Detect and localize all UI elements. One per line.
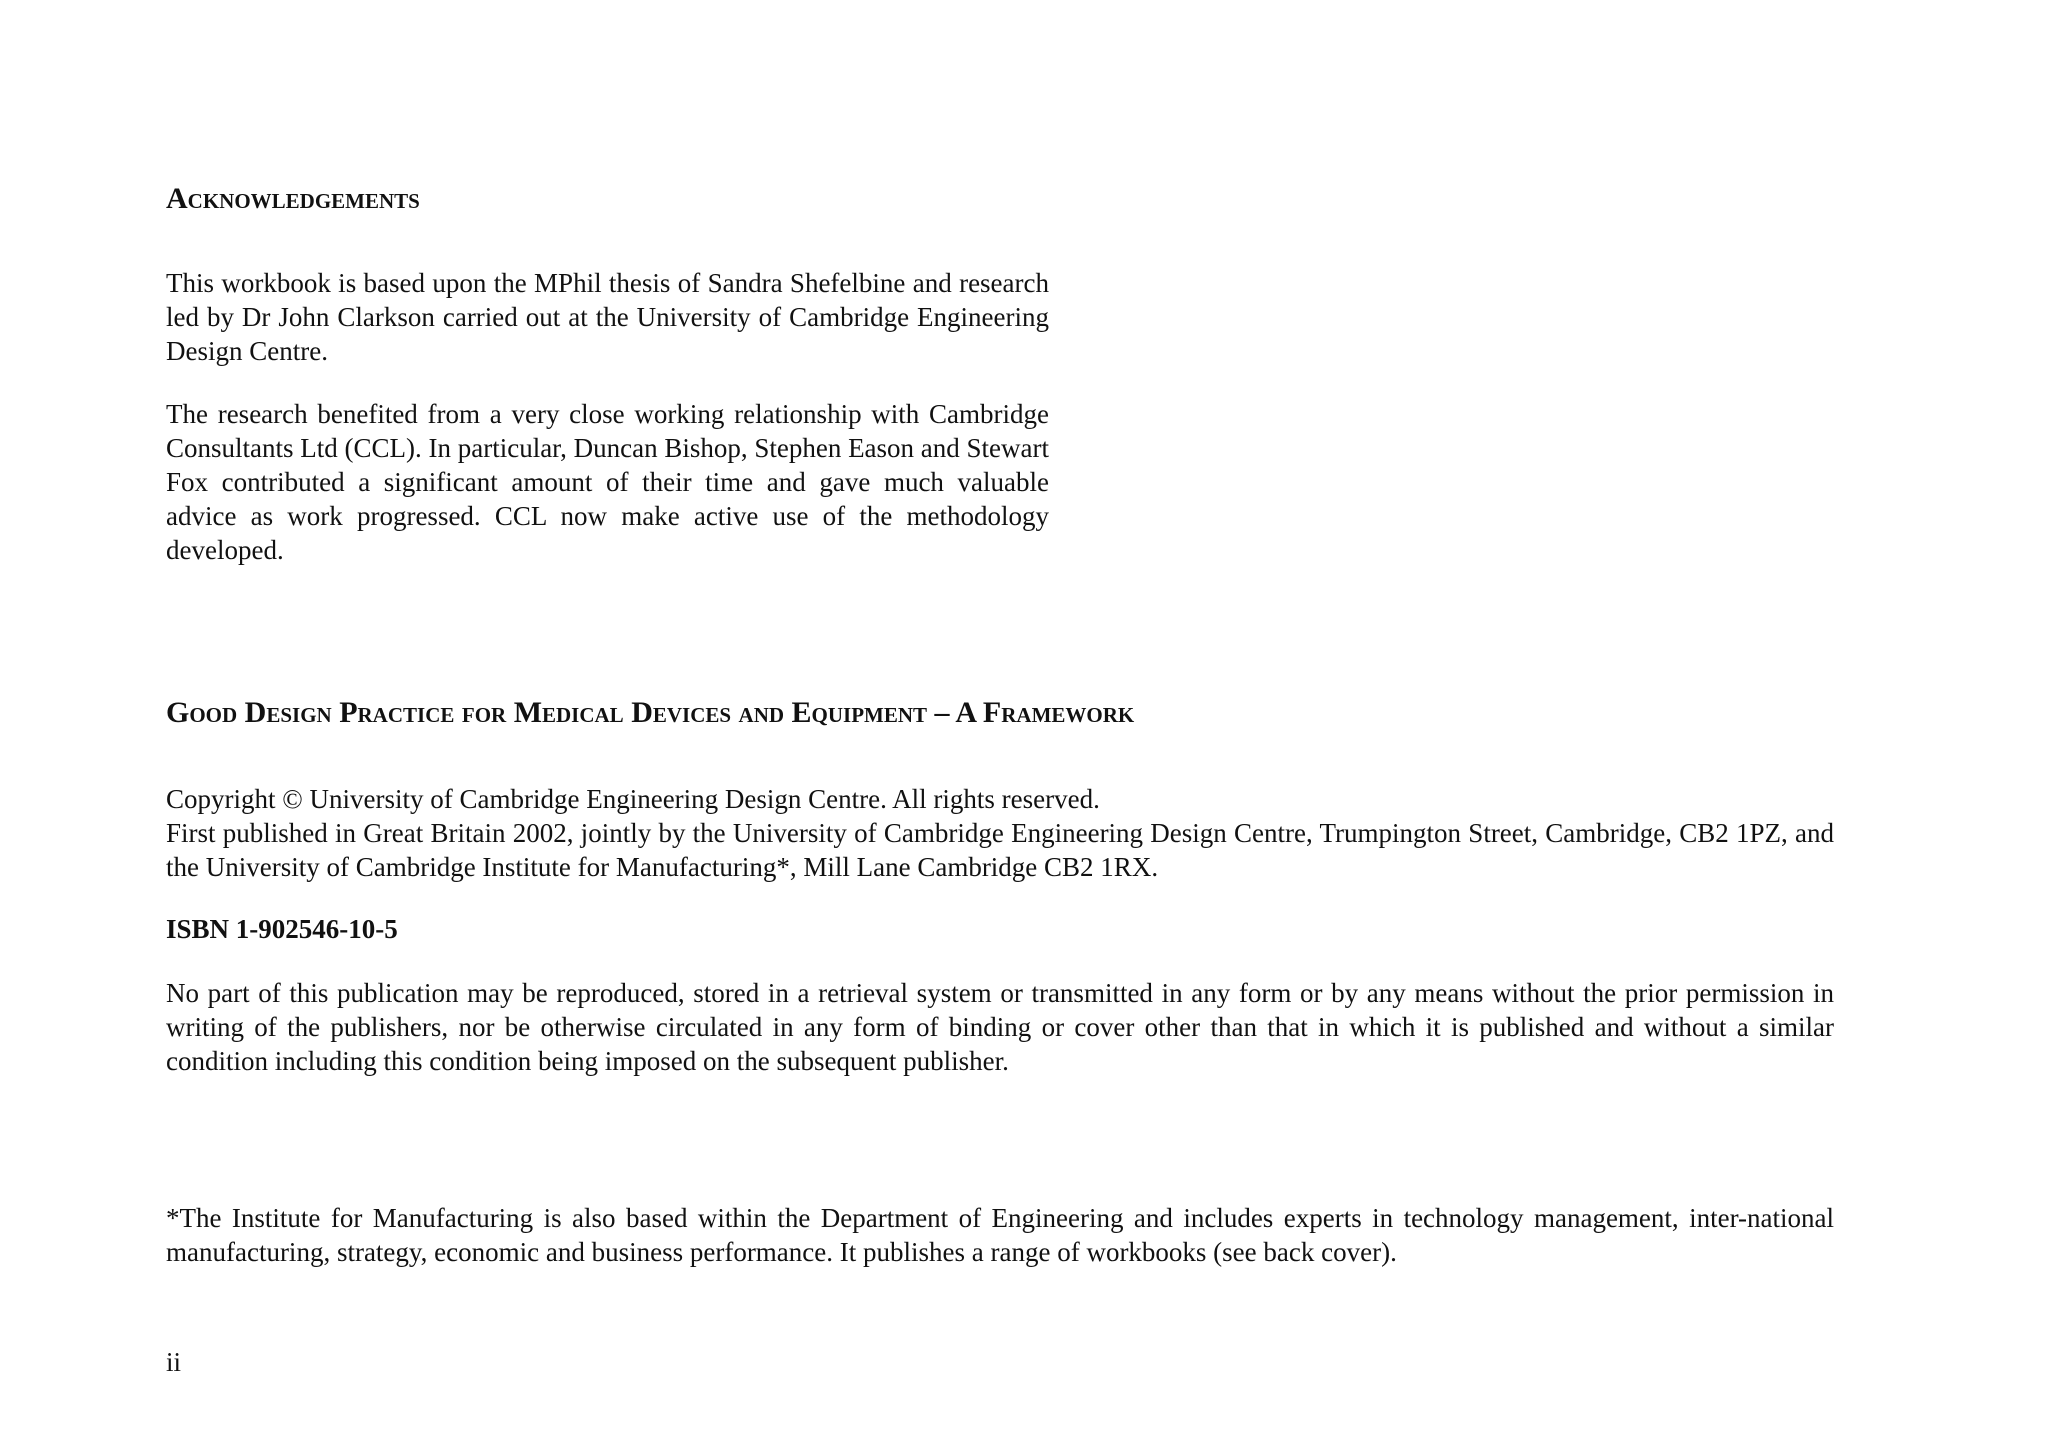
- acknowledgements-heading: Acknowledgements: [166, 182, 420, 215]
- isbn-text: ISBN 1-902546-10-5: [166, 914, 398, 944]
- copyright-line: Copyright © University of Cambridge Engineering Design Centre. All rights reserved.: [166, 784, 1100, 814]
- publication-title-heading: Good Design Practice for Medical Devices and Equipment – A Framework: [166, 696, 1135, 729]
- acknowledgements-paragraph-1: This workbook is based upon the MPhil thesis of Sandra Shefelbine and research led by Dr John Clarkson carried out at the University of Cambridge Engineering Design Centre.: [166, 268, 1049, 366]
- institute-footnote: *The Institute for Manufacturing is also based within the Department of Engineering and includes experts in technology management, inter-national manufacturing, strategy, economic and business performance. It publishes a range of workbooks (see back cover).: [166, 1203, 1834, 1267]
- acknowledgements-paragraph-2: The research benefited from a very close working relationship with Cambridge Consultants Ltd (CCL). In particular, Duncan Bishop, Stephen Eason and Stewart Fox contributed a significant amount of their time and gave much valuable advice as work progressed. CCL now make active use of the methodology developed.: [166, 399, 1050, 565]
- copyright-block: [166, 782, 1834, 884]
- page-number: ii: [166, 1347, 182, 1377]
- rights-notice: No part of this publication may be reproduced, stored in a retrieval system or transmitted in any form or by any means without the prior permission in writing of the publishers, nor be otherwise circulated in any form of binding or cover other than that in which it is published and without a similar condition including this condition being imposed on the subsequent publisher.: [166, 978, 1834, 1076]
- first-published-text: First published in Great Britain 2002, jointly by the University of Cambridge Engineering Design Centre, Trumpington Street, Cambridge, CB2 1PZ, and the University of Cambridge Institute for Manufacturing*, Mill Lane Cambridge CB2 1RX.: [166, 818, 1834, 882]
